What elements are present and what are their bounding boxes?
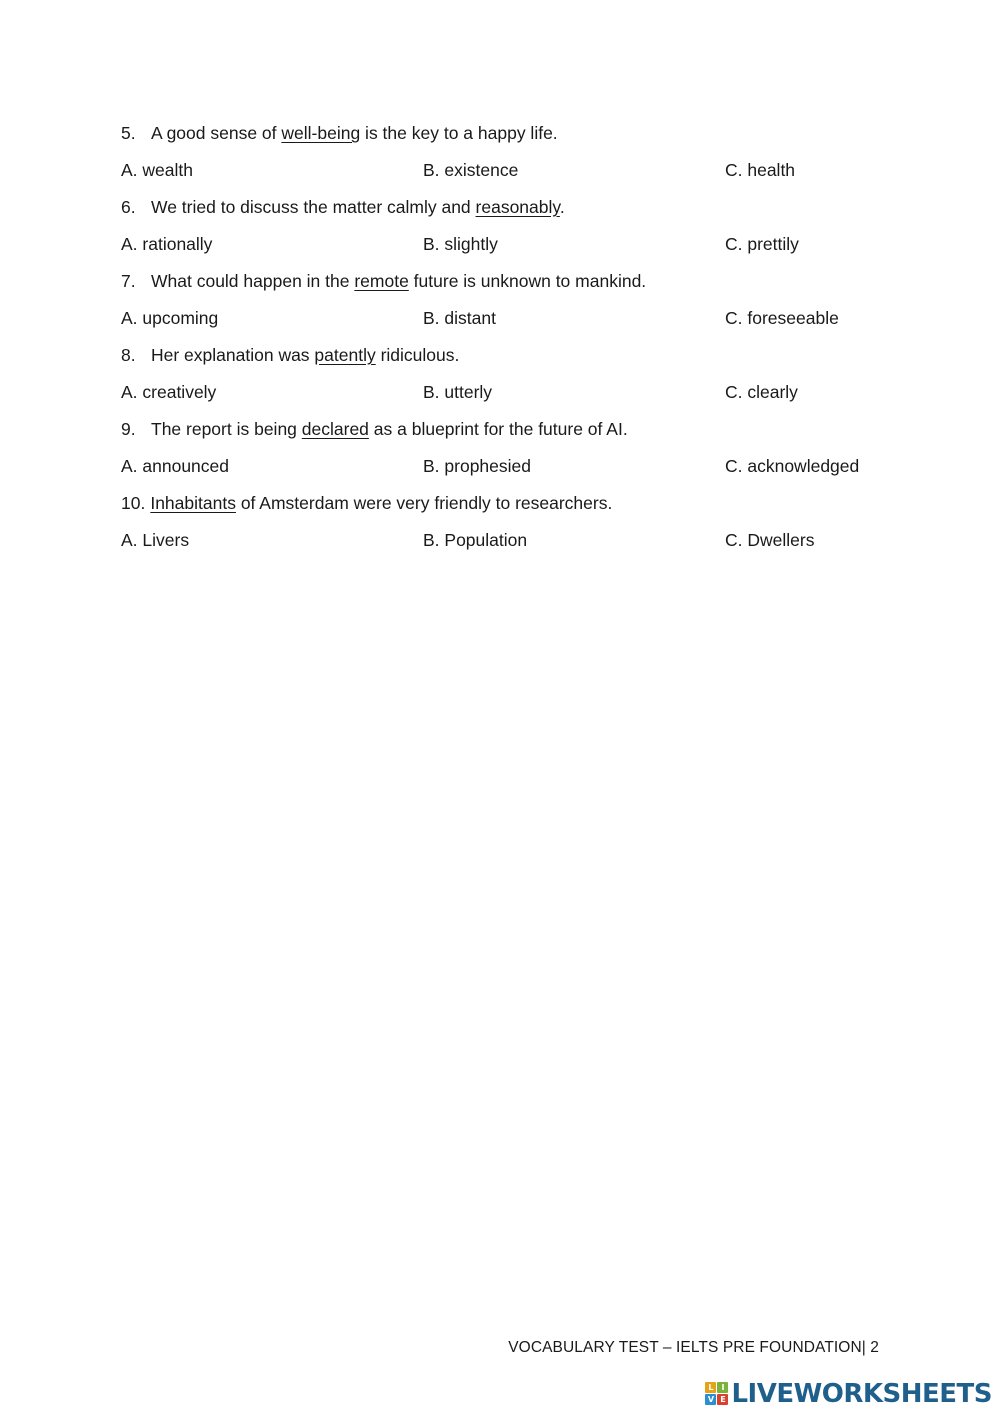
option-a[interactable]: A. creatively [121, 382, 217, 402]
option-a[interactable]: A. Livers [121, 530, 190, 550]
question-text-after: ridiculous. [375, 345, 460, 365]
option-c[interactable]: C. foreseeable [725, 308, 839, 328]
option-b[interactable]: B. existence [423, 160, 519, 180]
question-text-before: The report is being [151, 419, 302, 439]
option-a[interactable]: A. upcoming [121, 308, 219, 328]
question-5 [121, 118, 921, 155]
underlined-word: Inhabitants [150, 493, 236, 513]
question-text-before: Her explanation was [151, 345, 315, 365]
underlined-word: reasonably [475, 197, 560, 217]
question-number: 5. [121, 123, 136, 143]
logo-tile: L [705, 1382, 716, 1393]
question-number: 7. [121, 271, 136, 291]
question-number: 10. [121, 493, 146, 513]
question-number: 9. [121, 419, 136, 439]
logo-tile: V [705, 1394, 716, 1405]
options-row [121, 377, 921, 414]
logo-tile: I [717, 1382, 728, 1393]
option-b[interactable]: B. slightly [423, 234, 498, 254]
question-text-before: A good sense of [151, 123, 282, 143]
option-b[interactable]: B. distant [423, 308, 496, 328]
liveworksheets-brand[interactable] [705, 1378, 992, 1410]
option-a[interactable]: A. wealth [121, 160, 193, 180]
options-row [121, 451, 921, 488]
option-a[interactable]: A. announced [121, 456, 230, 476]
option-b[interactable]: B. prophesied [423, 456, 531, 476]
underlined-word: well-being [281, 123, 361, 143]
option-c[interactable]: C. clearly [725, 382, 798, 402]
option-b[interactable]: B. utterly [423, 382, 493, 402]
question-text-after: is the key to a happy life. [360, 123, 558, 143]
option-c[interactable]: C. health [725, 160, 796, 180]
question-number: 6. [121, 197, 136, 217]
underlined-word: declared [301, 419, 369, 439]
question-8 [121, 340, 921, 377]
logo-tile: E [717, 1394, 728, 1405]
question-6 [121, 192, 921, 229]
question-text-before: We tried to discuss the matter calmly and [151, 197, 476, 217]
options-row [121, 229, 921, 266]
question-list [121, 118, 921, 562]
underlined-word: remote [354, 271, 409, 291]
question-7 [121, 266, 921, 303]
underlined-word: patently [314, 345, 376, 365]
question-text-after: . [559, 197, 565, 217]
option-c[interactable]: C. prettily [725, 234, 799, 254]
page-footer: VOCABULARY TEST – IELTS PRE FOUNDATION| 2 [508, 1339, 879, 1356]
question-10 [121, 488, 921, 525]
question-text-after: as a blueprint for the future of AI. [368, 419, 628, 439]
question-text-before: What could happen in the [151, 271, 355, 291]
question-number: 8. [121, 345, 136, 365]
liveworksheets-logo-icon [705, 1382, 729, 1406]
option-a[interactable]: A. rationally [121, 234, 213, 254]
options-row [121, 525, 921, 562]
options-row [121, 303, 921, 340]
question-9 [121, 414, 921, 451]
option-c[interactable]: C. Dwellers [725, 530, 815, 550]
options-row [121, 155, 921, 192]
liveworksheets-wordmark: LIVEWORKSHEETS [731, 1379, 992, 1409]
question-text-after: future is unknown to mankind. [408, 271, 647, 291]
question-text-after: of Amsterdam were very friendly to researchers. [235, 493, 613, 513]
option-c[interactable]: C. acknowledged [725, 456, 860, 476]
option-b[interactable]: B. Population [423, 530, 528, 550]
